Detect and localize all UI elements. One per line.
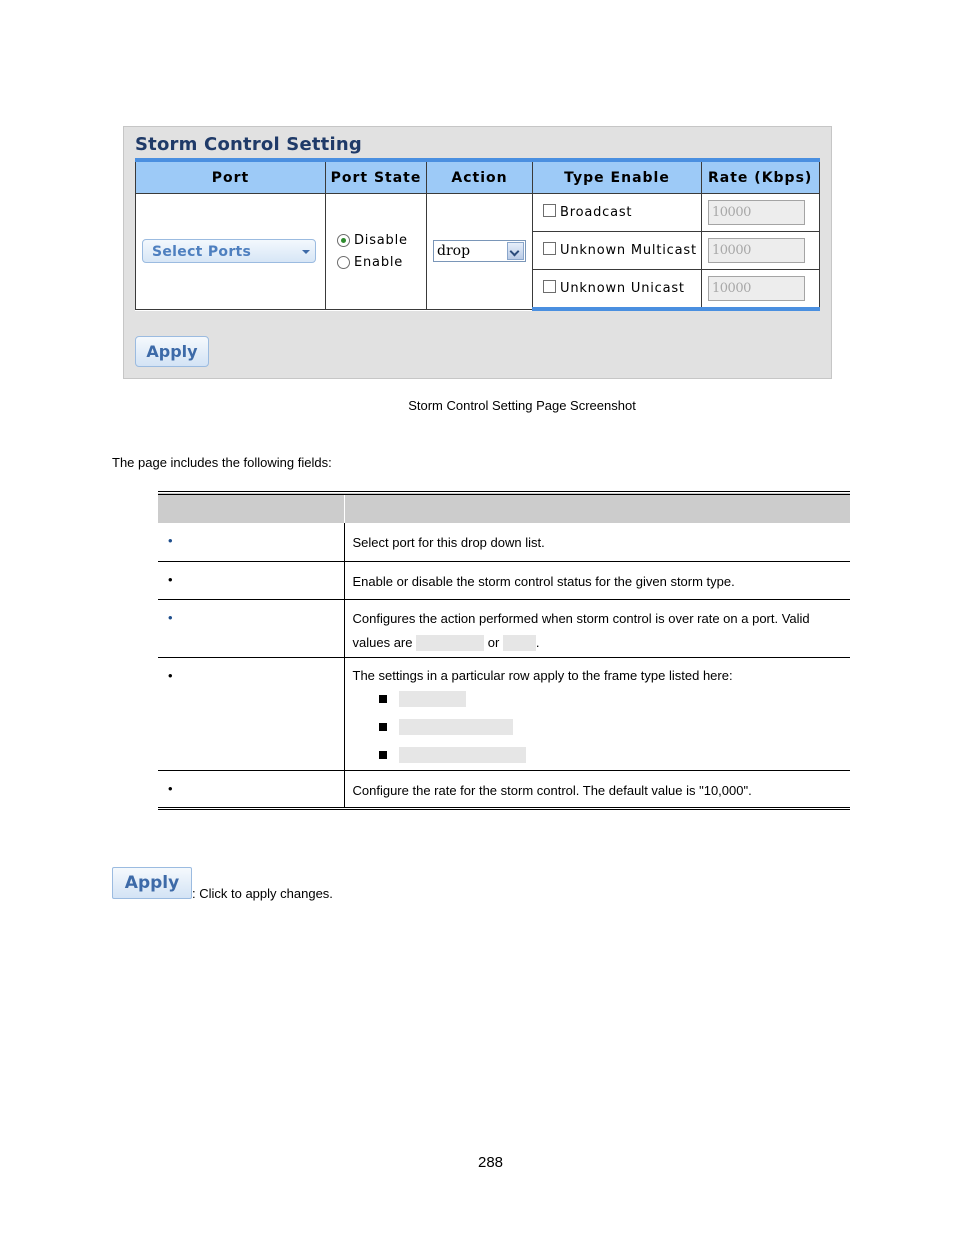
radio-disable-label: Disable: [354, 232, 408, 248]
bullet: •: [168, 609, 173, 625]
select-ports-dropdown[interactable]: [142, 239, 316, 263]
chevron-down-icon: [302, 250, 310, 254]
rate-input-broadcast[interactable]: 10000: [708, 200, 805, 225]
intro-text: The page includes the following fields:: [112, 455, 332, 470]
field-desc-cell: [344, 599, 850, 657]
value-placeholder-box: [503, 635, 536, 651]
or-text: or: [487, 634, 500, 650]
page-number: 288: [477, 1154, 504, 1171]
table-row: [158, 770, 850, 808]
rate-input-unknown-multicast[interactable]: 10000: [708, 238, 805, 263]
square-bullet-icon: [379, 723, 387, 731]
field-name-cell: [158, 561, 344, 599]
rate-cell-unknown-multicast: [702, 232, 820, 270]
radio-disable[interactable]: [337, 234, 350, 247]
header-port-state: Port State: [326, 160, 427, 194]
list-item: [353, 741, 845, 769]
apply-button-doc[interactable]: Apply: [112, 867, 192, 899]
table-row: [158, 657, 850, 770]
chevron-down-icon[interactable]: [507, 242, 524, 260]
values-are-text: values are: [352, 634, 413, 650]
header-type-enable: Type Enable: [533, 160, 702, 194]
list-item: [353, 713, 845, 741]
type-placeholder-box: [399, 747, 526, 763]
type-cell-unknown-unicast: [533, 270, 702, 310]
action-select[interactable]: [433, 240, 526, 262]
panel-title: Storm Control Setting: [135, 134, 362, 155]
type-broadcast-label: Broadcast: [560, 205, 633, 220]
rate-cell-unknown-unicast: [702, 270, 820, 310]
rate-input-unknown-unicast[interactable]: 10000: [708, 276, 805, 301]
apply-button[interactable]: Apply: [135, 336, 209, 367]
header-port: Port: [136, 160, 326, 194]
port-state-cell: [326, 194, 427, 310]
type-placeholder-box: [399, 719, 513, 735]
period-text: .: [535, 634, 540, 650]
fields-header-description: [344, 493, 850, 523]
table-row: [158, 561, 850, 599]
port-cell: [136, 194, 326, 310]
field-desc: Select port for this drop down list.: [352, 535, 545, 550]
field-desc-line2: [353, 629, 845, 657]
field-desc: Configure the rate for the storm control. The default value is "10,000".: [352, 782, 752, 798]
header-rate: Rate (Kbps): [702, 160, 820, 194]
value-placeholder-box: [416, 635, 484, 651]
type-unknown-multicast-label: Unknown Multicast: [560, 243, 697, 258]
type-broadcast[interactable]: [543, 205, 701, 220]
apply-note: : Click to apply changes.: [192, 886, 333, 901]
radio-enable-row[interactable]: [337, 251, 426, 273]
action-select-value: drop: [437, 243, 471, 260]
action-cell: [427, 194, 533, 310]
bullet: •: [168, 667, 173, 683]
rate-cell-broadcast: [702, 194, 820, 232]
checkbox-unknown-unicast[interactable]: [543, 280, 556, 293]
type-cell-unknown-multicast: [533, 232, 702, 270]
table-row: [158, 523, 850, 561]
figure-caption: Storm Control Setting Page Screenshot: [408, 398, 636, 413]
bullet: •: [168, 780, 173, 796]
radio-enable-label: Enable: [354, 254, 404, 270]
checkbox-broadcast[interactable]: [543, 204, 556, 217]
checkbox-unknown-multicast[interactable]: [543, 242, 556, 255]
field-name-cell: [158, 599, 344, 657]
field-desc-cell: [344, 770, 850, 808]
field-name-cell: [158, 770, 344, 808]
type-cell-broadcast: [533, 194, 702, 232]
square-bullet-icon: [379, 751, 387, 759]
list-item: [353, 685, 845, 713]
square-bullet-icon: [379, 695, 387, 703]
storm-control-table-wrap: [135, 158, 819, 318]
select-ports-label: Select Ports: [152, 244, 252, 261]
type-unknown-unicast[interactable]: [543, 281, 701, 296]
storm-control-panel: [123, 126, 832, 379]
fields-header-object: [158, 493, 344, 523]
field-name-cell: [158, 523, 344, 561]
storm-control-table: [135, 158, 820, 311]
type-unknown-multicast[interactable]: [543, 243, 701, 258]
field-desc-cell: [344, 561, 850, 599]
bullet: •: [168, 571, 173, 587]
bullet: •: [168, 533, 173, 548]
radio-disable-row[interactable]: [337, 229, 426, 251]
type-placeholder-box: [399, 691, 466, 707]
field-desc: Enable or disable the storm control status for the given storm type.: [352, 573, 735, 589]
field-name-cell: [158, 657, 344, 770]
field-desc-cell: [344, 523, 850, 561]
fields-table: [158, 491, 850, 810]
type-unknown-unicast-label: Unknown Unicast: [560, 281, 685, 296]
table-row: [158, 599, 850, 657]
field-desc-line1: Configures the action performed when storm control is over rate on a port. Valid: [352, 610, 810, 626]
field-desc-cell: [344, 657, 850, 770]
fields-table-header: [158, 493, 850, 523]
field-desc: The settings in a particular row apply to the frame type listed here:: [352, 667, 733, 683]
radio-enable[interactable]: [337, 256, 350, 269]
header-action: Action: [427, 160, 533, 194]
